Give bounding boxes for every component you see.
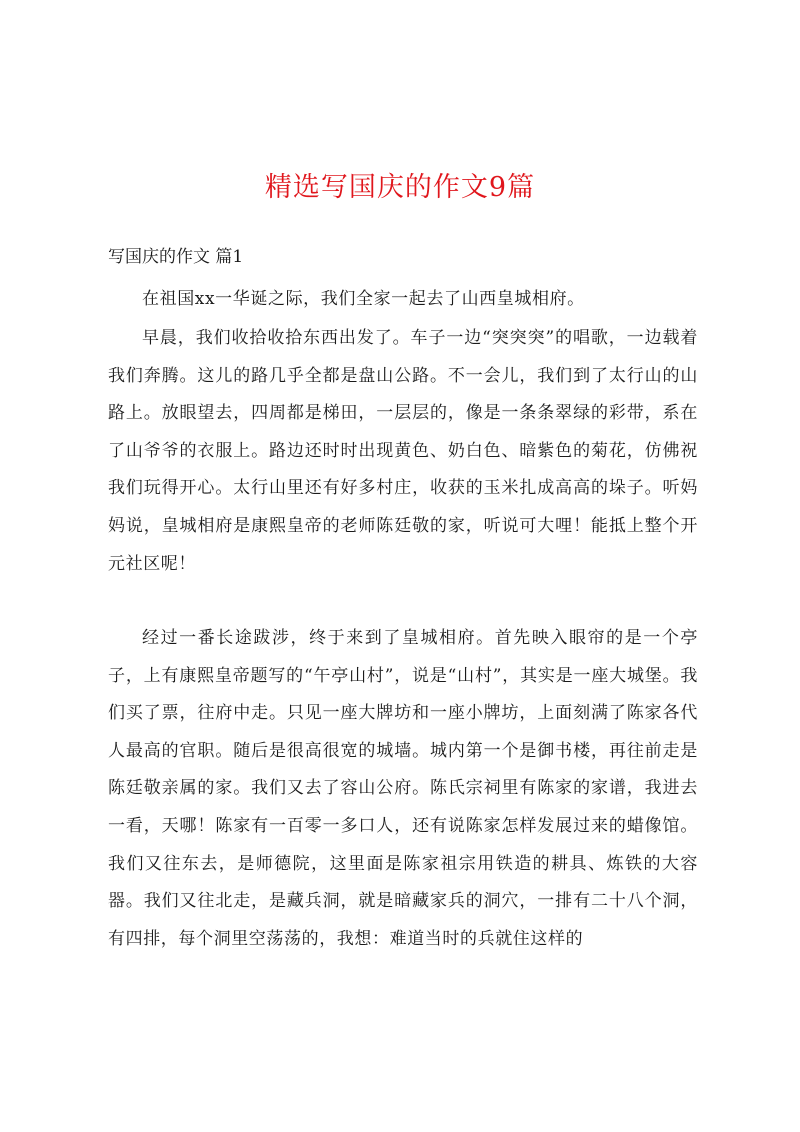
paragraph-3: 经过一番长途跋涉，终于来到了皇城相府。首先映入眼帘的是一个亭子，上有康熙皇帝题写的“午亭山村”，说是“山村”，其实是一座大城堡。我们买了票，往府中走。只见一座大牌坊和一座小牌坊，上面刻满了陈家各代人最高的官职。随后是很高很宽的城墙。城内第一个是御书楼，再往前走是陈廷敬亲属的家。我们又去了容山公府。陈氏宗祠里有陈家的家谱，我进去一看，天哪！陈家有一百零一多口人，还有说陈家怎样发展过来的蜡像馆。我们又往东去，是师德院，这里面是陈家祖宗用铁造的耕具、炼铁的大容器。我们又往北走，是藏兵洞，就是暗藏家兵的洞穴，一排有二十八个洞，有四排，每个洞里空荡荡的，我想：难道当时的兵就住这样的	[108, 628, 698, 949]
page-title: 精选写国庆的作文9篇	[264, 172, 536, 203]
section-heading: 写国庆的作文 篇1	[108, 247, 244, 267]
paragraph-2: 早晨，我们收拾收拾东西出发了。车子一边“突突突”的唱歌，一边载着我们奔腾。这儿的路几乎全都是盘山公路。不一会儿，我们到了太行山的山路上。放眼望去，四周都是梯田，一层层的，像是一条条翠绿的彩带，系在了山爷爷的衣服上。路边还时时出现黄色、奶白色、暗紫色的菊花，仿佛祝我们玩得开心。太行山里还有好多村庄，收获的玉米扎成高高的垛子。听妈妈说，皇城相府是康熙皇帝的老师陈廷敬的家，听说可大哩！能抵上整个开元社区呢！	[108, 328, 698, 574]
paragraph-1: 在祖国xx一华诞之际，我们全家一起去了山西皇城相府。	[142, 289, 585, 309]
